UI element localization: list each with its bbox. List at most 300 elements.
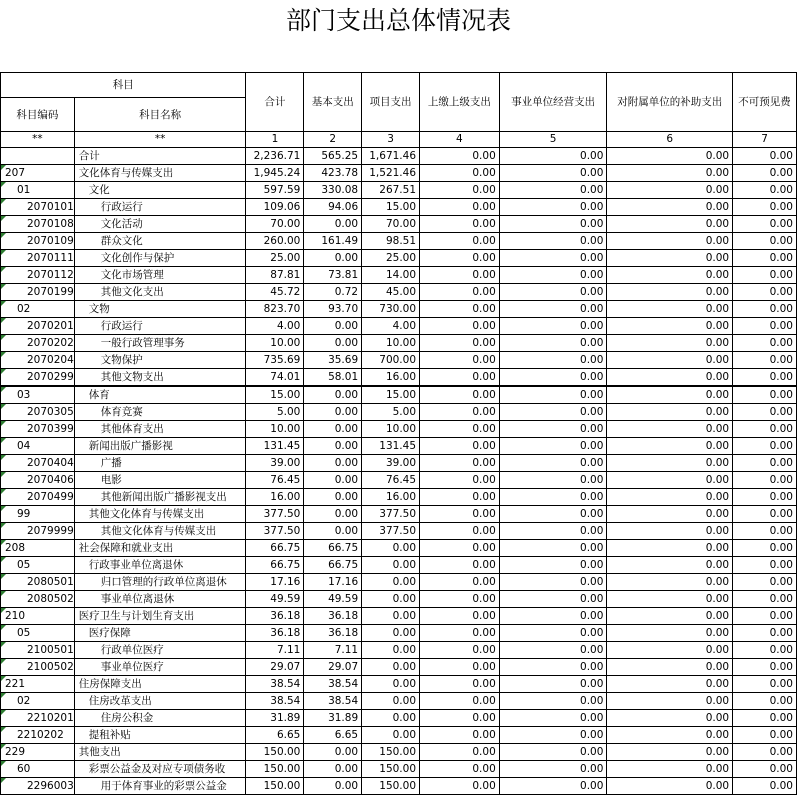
subject-name-cell: 归口管理的行政单位离退休 [74,574,246,591]
amount-cell: 66.75 [304,540,362,557]
amount-cell: 0.00 [607,250,733,267]
amount-cell: 0.00 [420,693,500,710]
subject-name-cell: 社会保障和就业支出 [74,540,246,557]
subject-name-cell: 住房保障支出 [74,676,246,693]
table-row [1,761,797,778]
amount-cell: 74.01 [246,369,304,387]
header-project: 项目支出 [362,73,420,132]
subject-code-cell: 2210201 [1,710,75,727]
table-row [1,778,797,795]
amount-cell: 0.00 [420,352,500,369]
subject-code-cell: 2070305 [1,404,75,421]
amount-cell: 0.00 [499,608,607,625]
amount-cell: 0.00 [420,250,500,267]
amount-cell: 0.00 [733,625,797,642]
subject-name-cell: 体育竞赛 [74,404,246,421]
amount-cell: 0.00 [607,540,733,557]
amount-cell: 0.00 [420,625,500,642]
cell-marker-icon [1,165,6,170]
table-row [1,676,797,693]
amount-cell: 36.18 [304,608,362,625]
index-cell: ** [1,132,75,148]
amount-cell: 0.00 [733,165,797,182]
amount-cell: 0.00 [499,489,607,506]
subject-code-cell: 60 [1,761,75,778]
amount-cell: 150.00 [246,744,304,761]
amount-cell: 0.00 [499,165,607,182]
amount-cell: 0.00 [733,301,797,318]
amount-cell: 0.00 [733,335,797,352]
amount-cell: 70.00 [362,216,420,233]
amount-cell: 0.00 [607,591,733,608]
amount-cell: 0.00 [499,693,607,710]
amount-cell: 0.00 [362,540,420,557]
amount-cell: 10.00 [246,335,304,352]
amount-cell: 0.00 [499,199,607,216]
amount-cell: 0.00 [607,744,733,761]
subject-code-cell [1,148,75,165]
amount-cell: 0.00 [304,472,362,489]
amount-cell: 0.00 [607,455,733,472]
amount-cell: 0.00 [607,421,733,438]
amount-cell: 377.50 [362,506,420,523]
cell-marker-icon [1,523,6,528]
table-row [1,693,797,710]
header-business: 事业单位经营支出 [499,73,607,132]
subject-code-cell: 2070406 [1,472,75,489]
header-basic: 基本支出 [304,73,362,132]
amount-cell: 0.00 [607,608,733,625]
subject-code-cell: 2079999 [1,523,75,540]
amount-cell: 0.00 [733,352,797,369]
amount-cell: 15.00 [362,386,420,404]
amount-cell: 0.00 [420,506,500,523]
amount-cell: 0.00 [607,727,733,744]
subject-code-cell: 2100502 [1,659,75,676]
amount-cell: 31.89 [246,710,304,727]
amount-cell: 0.00 [420,438,500,455]
amount-cell: 0.00 [607,165,733,182]
index-cell: 6 [607,132,733,148]
amount-cell: 0.00 [733,148,797,165]
subject-code-cell: 01 [1,182,75,199]
amount-cell: 0.00 [499,318,607,335]
amount-cell: 0.00 [733,744,797,761]
subject-code-cell: 2210202 [1,727,75,744]
amount-cell: 260.00 [246,233,304,250]
amount-cell: 0.00 [499,659,607,676]
amount-cell: 15.00 [362,199,420,216]
cell-marker-icon [1,369,6,374]
index-cell: 4 [420,132,500,148]
amount-cell: 0.00 [607,267,733,284]
amount-cell: 0.00 [499,284,607,301]
subject-code-cell: 2100501 [1,642,75,659]
subject-code-cell: 99 [1,506,75,523]
amount-cell: 29.07 [304,659,362,676]
table-row [1,301,797,318]
cell-marker-icon [1,676,6,681]
amount-cell: 0.00 [733,676,797,693]
amount-cell: 66.75 [246,540,304,557]
cell-marker-icon [1,352,6,357]
amount-cell: 0.00 [420,165,500,182]
amount-cell: 377.50 [246,506,304,523]
amount-cell: 76.45 [246,472,304,489]
table-row [1,404,797,421]
table-row [1,386,797,404]
table-row [1,335,797,352]
table-row [1,438,797,455]
subject-name-cell: 文化 [74,182,246,199]
amount-cell: 0.00 [304,318,362,335]
amount-cell: 0.00 [420,386,500,404]
amount-cell: 0.00 [499,438,607,455]
amount-cell: 0.00 [420,472,500,489]
subject-name-cell: 合计 [74,148,246,165]
header-total: 合计 [246,73,304,132]
amount-cell: 66.75 [304,557,362,574]
amount-cell: 0.00 [304,404,362,421]
header-remit-upper: 上缴上级支出 [420,73,500,132]
amount-cell: 0.00 [499,727,607,744]
amount-cell: 0.00 [499,744,607,761]
amount-cell: 0.00 [420,744,500,761]
subject-code-cell: 2080502 [1,591,75,608]
table-row [1,165,797,182]
amount-cell: 0.00 [733,199,797,216]
amount-cell: 66.75 [246,557,304,574]
amount-cell: 6.65 [304,727,362,744]
amount-cell: 0.72 [304,284,362,301]
amount-cell: 0.00 [362,591,420,608]
table-row [1,574,797,591]
amount-cell: 0.00 [607,557,733,574]
amount-cell: 0.00 [420,404,500,421]
amount-cell: 0.00 [304,438,362,455]
amount-cell: 0.00 [420,761,500,778]
amount-cell: 45.00 [362,284,420,301]
table-row [1,233,797,250]
subject-code-cell: 05 [1,557,75,574]
subject-code-cell: 2070201 [1,318,75,335]
table-row [1,455,797,472]
expenditure-table [0,72,797,795]
amount-cell: 7.11 [304,642,362,659]
table-row [1,523,797,540]
amount-cell: 565.25 [304,148,362,165]
amount-cell: 35.69 [304,352,362,369]
table-row [1,489,797,506]
amount-cell: 0.00 [304,216,362,233]
header-subject: 科目 [1,73,246,98]
amount-cell: 161.49 [304,233,362,250]
subject-name-cell: 文化创作与保护 [74,250,246,267]
amount-cell: 94.06 [304,199,362,216]
amount-cell: 0.00 [499,625,607,642]
amount-cell: 0.00 [420,778,500,795]
amount-cell: 0.00 [733,438,797,455]
amount-cell: 423.78 [304,165,362,182]
amount-cell: 0.00 [362,710,420,727]
amount-cell: 0.00 [304,523,362,540]
cell-marker-icon [1,421,6,426]
cell-marker-icon [1,489,6,494]
amount-cell: 0.00 [499,506,607,523]
cell-marker-icon [1,216,6,221]
amount-cell: 0.00 [733,574,797,591]
amount-cell: 0.00 [733,710,797,727]
table-row [1,472,797,489]
table-row [1,642,797,659]
table-row [1,744,797,761]
amount-cell: 0.00 [733,233,797,250]
cell-marker-icon [1,472,6,477]
amount-cell: 0.00 [499,369,607,387]
cell-marker-icon [1,284,6,289]
amount-cell: 0.00 [607,182,733,199]
amount-cell: 10.00 [362,335,420,352]
amount-cell: 0.00 [499,523,607,540]
subject-name-cell: 一般行政管理事务 [74,335,246,352]
amount-cell: 0.00 [733,216,797,233]
subject-name-cell: 其他新闻出版广播影视支出 [74,489,246,506]
amount-cell: 0.00 [499,404,607,421]
subject-name-cell: 彩票公益金及对应专项债务收 [74,761,246,778]
amount-cell: 0.00 [607,335,733,352]
amount-cell: 39.00 [246,455,304,472]
amount-cell: 0.00 [733,182,797,199]
subject-code-cell: 04 [1,438,75,455]
amount-cell: 38.54 [304,693,362,710]
amount-cell: 0.00 [607,659,733,676]
amount-cell: 0.00 [607,489,733,506]
subject-name-cell: 住房公积金 [74,710,246,727]
subject-name-cell: 广播 [74,455,246,472]
amount-cell: 1,671.46 [362,148,420,165]
amount-cell: 49.59 [246,591,304,608]
amount-cell: 1,521.46 [362,165,420,182]
amount-cell: 150.00 [362,744,420,761]
amount-cell: 109.06 [246,199,304,216]
subject-code-cell: 207 [1,165,75,182]
amount-cell: 0.00 [607,625,733,642]
amount-cell: 39.00 [362,455,420,472]
amount-cell: 0.00 [607,676,733,693]
amount-cell: 70.00 [246,216,304,233]
subject-name-cell: 行政运行 [74,199,246,216]
amount-cell: 0.00 [499,676,607,693]
cell-marker-icon [1,710,6,715]
table-row [1,267,797,284]
index-cell: 5 [499,132,607,148]
amount-cell: 0.00 [420,421,500,438]
table-row [1,318,797,335]
table-row [1,506,797,523]
amount-cell: 0.00 [499,421,607,438]
amount-cell: 0.00 [499,250,607,267]
amount-cell: 0.00 [607,301,733,318]
amount-cell: 87.81 [246,267,304,284]
amount-cell: 0.00 [607,352,733,369]
table-row [1,727,797,744]
amount-cell: 150.00 [362,778,420,795]
amount-cell: 0.00 [607,386,733,404]
amount-cell: 0.00 [499,455,607,472]
amount-cell: 0.00 [499,761,607,778]
amount-cell: 0.00 [733,267,797,284]
subject-name-cell: 文物保护 [74,352,246,369]
cell-marker-icon [1,318,6,323]
amount-cell: 0.00 [607,369,733,387]
amount-cell: 4.00 [362,318,420,335]
subject-name-cell: 行政单位医疗 [74,642,246,659]
amount-cell: 131.45 [362,438,420,455]
amount-cell: 0.00 [304,455,362,472]
amount-cell: 36.18 [246,608,304,625]
cell-marker-icon [1,727,6,732]
amount-cell: 0.00 [420,284,500,301]
subject-code-cell: 2070404 [1,455,75,472]
amount-cell: 0.00 [304,778,362,795]
subject-code-cell: 02 [1,301,75,318]
amount-cell: 0.00 [733,369,797,387]
subject-code-cell: 2070199 [1,284,75,301]
index-cell: 1 [246,132,304,148]
amount-cell: 5.00 [246,404,304,421]
subject-code-cell: 2070101 [1,199,75,216]
amount-cell: 0.00 [733,455,797,472]
table-row [1,199,797,216]
table-row [1,625,797,642]
cell-marker-icon [1,267,6,272]
amount-cell: 0.00 [420,455,500,472]
amount-cell: 0.00 [733,318,797,335]
amount-cell: 0.00 [499,472,607,489]
subject-name-cell: 群众文化 [74,233,246,250]
amount-cell: 0.00 [607,574,733,591]
amount-cell: 0.00 [499,591,607,608]
amount-cell: 150.00 [362,761,420,778]
subject-code-cell: 2070499 [1,489,75,506]
amount-cell: 0.00 [733,404,797,421]
cell-marker-icon [1,591,6,596]
cell-marker-icon [1,387,6,392]
index-cell: 2 [304,132,362,148]
amount-cell: 377.50 [246,523,304,540]
subject-name-cell: 其他文化体育与传媒支出 [74,506,246,523]
cell-marker-icon [1,182,6,187]
subject-name-cell: 住房改革支出 [74,693,246,710]
amount-cell: 0.00 [733,421,797,438]
subject-code-cell: 2070111 [1,250,75,267]
amount-cell: 0.00 [499,335,607,352]
amount-cell: 0.00 [420,659,500,676]
subject-name-cell: 其他体育支出 [74,421,246,438]
subject-code-cell: 2296003 [1,778,75,795]
subject-code-cell: 2070399 [1,421,75,438]
amount-cell: 0.00 [420,591,500,608]
index-cell: 7 [733,132,797,148]
header-subject-code: 科目编码 [1,98,75,132]
table-row [1,421,797,438]
amount-cell: 0.00 [499,182,607,199]
table-row [1,148,797,165]
amount-cell: 5.00 [362,404,420,421]
amount-cell: 38.54 [304,676,362,693]
subject-code-cell: 2070299 [1,369,75,387]
cell-marker-icon [1,199,6,204]
amount-cell: 0.00 [420,642,500,659]
amount-cell: 131.45 [246,438,304,455]
table-row [1,710,797,727]
amount-cell: 0.00 [607,506,733,523]
amount-cell: 0.00 [733,540,797,557]
subject-name-cell: 文化市场管理 [74,267,246,284]
table-row [1,369,797,387]
amount-cell: 0.00 [420,676,500,693]
amount-cell: 0.00 [499,216,607,233]
amount-cell: 0.00 [499,267,607,284]
amount-cell: 0.00 [362,574,420,591]
amount-cell: 15.00 [246,386,304,404]
amount-cell: 0.00 [362,642,420,659]
amount-cell: 2,236.71 [246,148,304,165]
amount-cell: 0.00 [607,778,733,795]
amount-cell: 0.00 [607,318,733,335]
amount-cell: 0.00 [733,523,797,540]
amount-cell: 4.00 [246,318,304,335]
subject-code-cell: 229 [1,744,75,761]
amount-cell: 0.00 [499,386,607,404]
amount-cell: 0.00 [499,710,607,727]
amount-cell: 0.00 [607,472,733,489]
amount-cell: 0.00 [304,489,362,506]
amount-cell: 0.00 [607,710,733,727]
cell-marker-icon [1,404,6,409]
amount-cell: 0.00 [420,369,500,387]
subject-name-cell: 提租补贴 [74,727,246,744]
amount-cell: 38.54 [246,676,304,693]
subject-name-cell: 事业单位离退休 [74,591,246,608]
subject-name-cell: 文化体育与传媒支出 [74,165,246,182]
amount-cell: 0.00 [420,574,500,591]
header-subject-name: 科目名称 [74,98,246,132]
cell-marker-icon [1,301,6,306]
amount-cell: 150.00 [246,761,304,778]
amount-cell: 0.00 [499,778,607,795]
amount-cell: 0.00 [420,489,500,506]
table-row [1,216,797,233]
table-row [1,557,797,574]
amount-cell: 0.00 [362,693,420,710]
table-row [1,284,797,301]
amount-cell: 16.00 [362,369,420,387]
amount-cell: 0.00 [607,404,733,421]
amount-cell: 0.00 [733,250,797,267]
cell-marker-icon [1,778,6,783]
amount-cell: 10.00 [362,421,420,438]
cell-marker-icon [1,557,6,562]
index-cell: 3 [362,132,420,148]
subject-code-cell: 2070202 [1,335,75,352]
amount-cell: 0.00 [420,267,500,284]
index-row [1,132,797,148]
amount-cell: 0.00 [362,727,420,744]
amount-cell: 16.00 [362,489,420,506]
subject-name-cell: 行政运行 [74,318,246,335]
amount-cell: 0.00 [499,557,607,574]
